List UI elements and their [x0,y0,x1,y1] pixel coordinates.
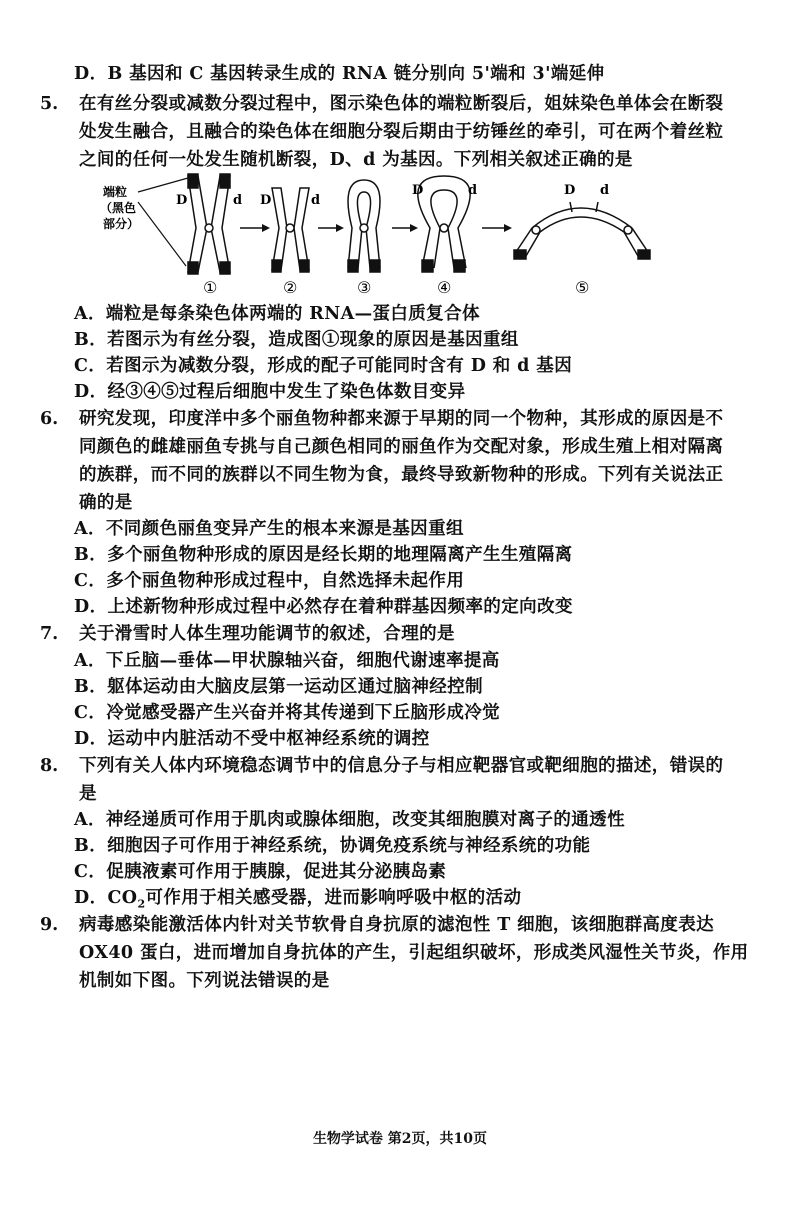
q5-option-b: B．若图示为有丝分裂，造成图①现象的原因是基因重组 [74,330,519,350]
q5-option-c: C．若图示为减数分裂，形成的配子可能同时含有 D 和 d 基因 [74,356,573,376]
q6-stem-line-4: 确的是 [79,493,133,513]
gene-d-5: d [600,183,610,198]
q7-stem-line-1: 关于滑雪时人体生理功能调节的叙述，合理的是 [79,624,455,644]
q6-number: 6. [40,409,59,429]
gene-D-1: D [176,193,188,208]
q5-number: 5. [40,94,59,114]
chromosome-diagram [100,172,660,296]
q7-option-c: C．冷觉感受器产生兴奋并将其传递到下丘脑形成冷觉 [74,703,501,723]
q8-number: 8. [40,756,59,776]
q7-number: 7. [40,624,59,644]
stage-label-4: ④ [437,278,452,296]
q6-option-b: B．多个丽鱼物种形成的原因是经长期的地理隔离产生生殖隔离 [74,545,573,565]
q5-option-a: A．端粒是每条染色体两端的 RNA—蛋白质复合体 [74,304,480,324]
gene-d-1: d [233,193,243,208]
q6-option-c: C．多个丽鱼物种形成过程中，自然选择未起作用 [74,571,465,591]
q7-option-b: B．躯体运动由大脑皮层第一运动区通过脑神经控制 [74,677,483,697]
q5-stem-line-3: 之间的任何一处发生随机断裂，D、d 为基因。下列相关叙述正确的是 [79,150,633,170]
telomere-label-1: 端粒 [103,185,128,199]
q8-option-c: C．促胰液素可作用于胰腺，促进其分泌胰岛素 [74,862,447,882]
stage-label-5: ⑤ [575,278,590,296]
q6-option-d: D．上述新物种形成过程中必然存在着种群基因频率的定向改变 [74,597,573,617]
q8-option-b: B．细胞因子可作用于神经系统，协调免疫系统与神经系统的功能 [74,836,591,856]
gene-D-4: D [412,183,424,198]
telomere-label-3: 部分） [103,217,140,231]
chromosome-stage-3 [348,180,380,272]
q9-stem-line-2: OX40 蛋白，进而增加自身抗体的产生，引起组织破坏，形成类风湿性关节炎，作用 [79,943,749,963]
q9-stem-line-3: 机制如下图。下列说法错误的是 [79,971,330,991]
q8-stem-line-1: 下列有关人体内环境稳态调节中的信息分子与相应靶器官或靶细胞的描述，错误的 [79,756,724,776]
q8-stem-line-2: 是 [79,784,97,804]
gene-D-2: D [260,193,272,208]
q6-stem-line-3: 的族群，而不同的族群以不同生物为食，最终导致新物种的形成。下列有关说法正 [79,465,724,485]
q5-option-d: D．经③④⑤过程后细胞中发生了染色体数目变异 [74,382,466,402]
stage-label-3: ③ [357,278,372,296]
q6-option-a: A．不同颜色丽鱼变异产生的根本来源是基因重组 [74,519,464,539]
q7-option-d: D．运动中内脏活动不受中枢神经系统的调控 [74,729,430,749]
gene-D-5: D [564,183,576,198]
chromosome-stage-4 [418,176,470,272]
q9-stem-line-1: 病毒感染能激活体内针对关节软骨自身抗原的滤泡性 T 细胞，该细胞群高度表达 [79,915,715,935]
q7-option-a: A．下丘脑—垂体—甲状腺轴兴奋，细胞代谢速率提高 [74,651,500,671]
q8-option-d [74,886,521,917]
q9-number: 9. [40,915,59,935]
telomere-label-2: （黑色 [100,201,137,215]
chromosome-stage-1 [188,174,230,274]
q4-option-d: D．B 基因和 C 基因转录生成的 RNA 链分别向 5'端和 3'端延伸 [74,64,605,84]
stage-label-1: ① [203,278,218,296]
stage-label-2: ② [283,278,298,296]
q5-stem-line-1: 在有丝分裂或减数分裂过程中，图示染色体的端粒断裂后，姐妹染色单体会在断裂 [79,94,724,114]
gene-d-4: d [468,183,478,198]
page-footer: 生物学试卷 第2页，共10页 [312,1131,488,1147]
q8-option-a: A．神经递质可作用于肌肉或腺体细胞，改变其细胞膜对离子的通透性 [74,810,625,830]
q8-option-d-pre: D．CO [74,888,138,908]
chromosome-stage-5 [514,202,650,259]
q5-stem-line-2: 处发生融合，且融合的染色体在细胞分裂后期由于纺锤丝的牵引，可在两个着丝粒 [79,122,724,142]
chromosome-stage-2 [272,188,309,272]
q6-stem-line-1: 研究发现，印度洋中多个丽鱼物种都来源于早期的同一个物种，其形成的原因是不 [79,409,724,429]
q6-stem-line-2: 同颜色的雌雄丽鱼专挑与自己颜色相同的丽鱼作为交配对象，形成生殖上相对隔离 [79,437,724,457]
q8-option-d-sub: 2 [137,897,146,911]
gene-d-2: d [311,193,321,208]
q8-option-d-post: 可作用于相关感受器，进而影响呼吸中枢的活动 [145,888,522,908]
